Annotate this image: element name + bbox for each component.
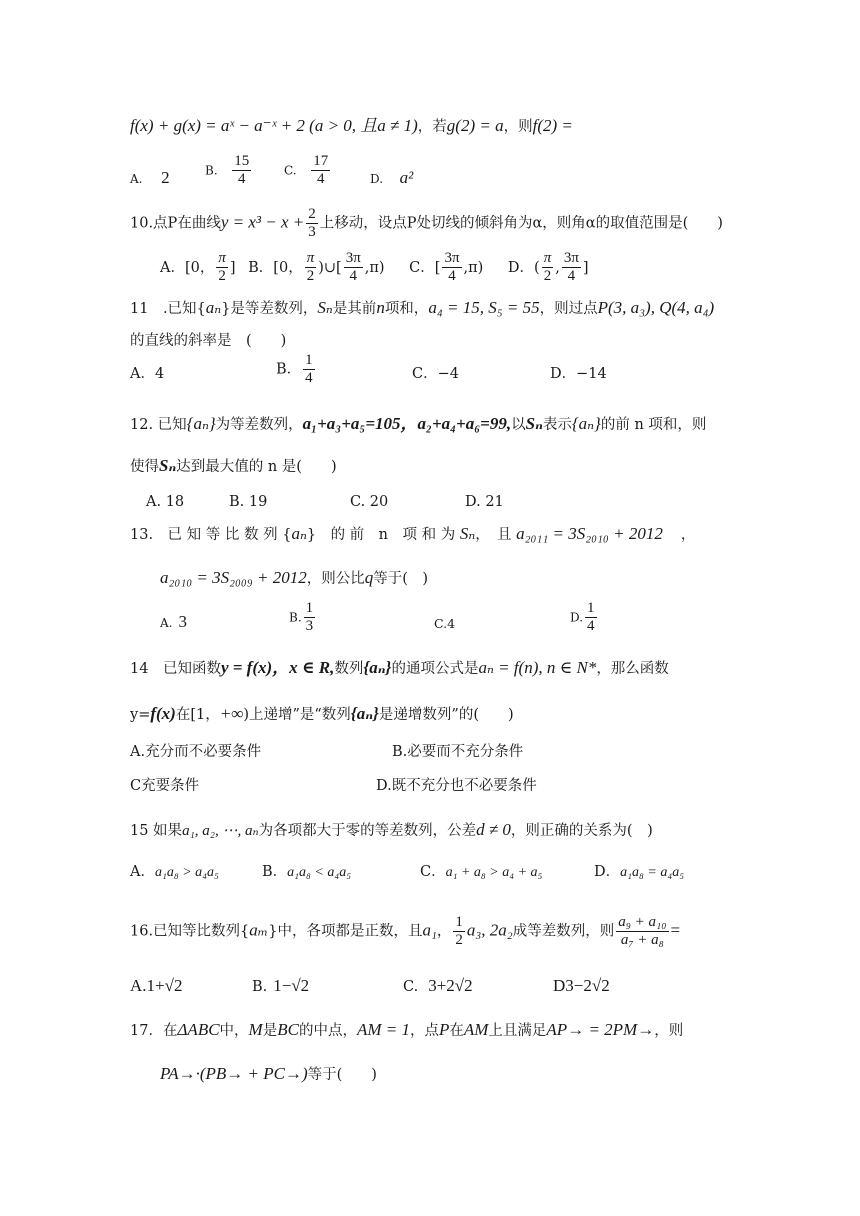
- q14-l1-d: {aₙ}: [363, 658, 392, 677]
- q15-stem: [130, 820, 653, 841]
- q13-l2-d: 等于( ): [373, 571, 429, 587]
- q15-option-a: [130, 862, 219, 883]
- q9-option-b-label: B.: [205, 163, 218, 178]
- q14-l1-f: aₙ = f(n), n ∈ N*: [478, 658, 597, 677]
- q9-option-c: [284, 153, 332, 188]
- q16-option-a-value: A.1+√2: [130, 976, 183, 995]
- q14-l1-e: 的通项公式是: [391, 661, 479, 677]
- q12-option-d: D. 21: [465, 494, 504, 510]
- q16-equals: =: [670, 920, 681, 940]
- q15-option-b-label: B．: [262, 864, 288, 880]
- q17-l1-c: 中，: [219, 1023, 249, 1039]
- q13-option-b-num: 1: [305, 600, 314, 616]
- q15-option-b-value: a₁a₈ < a₄a₅: [287, 865, 352, 880]
- q10-option-d-den-1: 2: [543, 268, 552, 284]
- q16-option-a: [130, 976, 182, 997]
- q13-l1-g: ，: [680, 527, 696, 543]
- q11-l1-a: 11 .已知{: [130, 301, 206, 317]
- q16-l1-c: }中，各项都是正数，且: [268, 923, 423, 940]
- q12-l2-a: 使得: [130, 459, 159, 475]
- q10-option-a-den: 2: [218, 268, 226, 284]
- q11-stem-line2: 的直线的斜率是 ( ): [130, 333, 287, 349]
- q15-l1-d: d ≠ 0: [476, 820, 511, 839]
- q15-option-a-value: a₁a₈ > a₄a₅: [154, 865, 219, 880]
- q10-option-c-pre: C．[: [409, 259, 441, 276]
- q14-l1-a: 14 已知函数: [130, 661, 221, 677]
- q16-half-den: 2: [455, 932, 463, 948]
- q14-l2-e: )上递增”是“数列: [243, 707, 351, 723]
- q14-option-a: A.充分而不必要条件: [130, 744, 262, 760]
- q13-stem-line2: [160, 568, 428, 589]
- q16-ratio-fraction: [616, 914, 668, 949]
- q9-stem-mid: ，若: [417, 119, 447, 135]
- q10-options: [160, 250, 589, 285]
- q17-l1-l: AM: [463, 1020, 489, 1039]
- q12-option-a: A. 18: [146, 494, 185, 510]
- q17-l1-h: AM = 1: [356, 1020, 410, 1039]
- q16-option-b: [252, 976, 309, 997]
- q10-option-d-pre: D．(: [507, 259, 540, 276]
- q9-cond-math: g(2) = a: [446, 116, 504, 135]
- q12-option-c: C. 20: [350, 494, 389, 510]
- q16-option-c-value: 3+2√2: [428, 976, 473, 995]
- q16-half-fraction: [453, 914, 465, 949]
- q12-l1-h: {aₙ}: [571, 414, 601, 433]
- q16-l1-h: 成等差数列，则: [512, 923, 615, 940]
- q10-option-c-fraction: [442, 250, 461, 285]
- q13-l1-c: } 的 前 n 项 和 为: [306, 527, 456, 543]
- q10-option-d-post: ]: [582, 259, 589, 276]
- q13-l1-b: aₙ: [291, 524, 307, 543]
- q10-option-d-fraction-2: [562, 250, 581, 285]
- q11-l1-g: 项和，: [384, 301, 429, 317]
- q12-stem-line2: [130, 456, 337, 477]
- q17-l2-a: PA→·(PB→ + PC→): [160, 1064, 308, 1083]
- q10-option-d-fraction-1: [542, 250, 554, 285]
- q13-l2-b: ，则公比: [306, 571, 365, 587]
- q10-option-a-pre: A．[0，: [160, 259, 215, 276]
- q14-l2-c: 在[1，: [175, 707, 220, 723]
- q10-option-b-post: ,π): [364, 259, 385, 276]
- q14-option-d: D.既不充分也不必要条件: [376, 778, 537, 794]
- q9-stem: [130, 116, 573, 137]
- q10-option-a-num: π: [218, 250, 226, 266]
- q14-l2-d: +∞: [219, 704, 244, 723]
- q10-eq-den: 3: [308, 224, 316, 240]
- q13-option-b: [289, 600, 317, 635]
- q16-l1-b: aₘ: [249, 920, 269, 940]
- q13-option-d: [570, 600, 599, 635]
- q17-l1-i: ，点: [409, 1023, 439, 1039]
- q9-ask-math: f(2) =: [532, 116, 573, 135]
- q14-stem-line2: [130, 704, 514, 725]
- q10-option-c-post: ,π): [463, 259, 484, 276]
- q13-option-a-value: 3: [178, 612, 187, 631]
- q9-option-b: [205, 153, 253, 188]
- q9-option-b-den: 4: [238, 171, 246, 187]
- q10-option-b-fraction-1: [305, 250, 317, 285]
- q11-l1-i: ，则过点: [539, 301, 598, 317]
- q12-stem-line1: [130, 414, 706, 435]
- q14-stem-line1: [130, 658, 669, 679]
- q14-option-c: C充要条件: [130, 778, 200, 794]
- q13-option-b-fraction: [304, 600, 316, 635]
- q9-option-c-den: 4: [316, 171, 325, 187]
- q10-prefix: 10.点P在曲线: [130, 215, 221, 232]
- q10-eq-left: y = x³ − x +: [220, 212, 305, 232]
- q15-l1-c: 为各项都大于零的等差数列，公差: [258, 823, 477, 839]
- q17-l1-a: 17．在: [130, 1023, 178, 1039]
- q10-option-b-mid: )∪[: [318, 259, 342, 276]
- q11-l1-c: }是等差数列，: [221, 301, 318, 317]
- q9-option-d-value: a²: [399, 168, 414, 187]
- q10-eq-fraction: [306, 206, 318, 241]
- q17-stem-line1: [130, 1020, 683, 1041]
- q11-l1-e: 是其前: [332, 301, 377, 317]
- q13-option-c: C.4: [434, 616, 456, 631]
- q15-option-d-label: D．: [594, 864, 621, 880]
- q17-l1-g: 的中点，: [298, 1023, 357, 1039]
- q10-option-d-num-1: π: [543, 250, 552, 266]
- q10-suffix: 上移动，设点P处切线的倾斜角为α，则角α的取值范围是( ): [319, 215, 723, 232]
- q14-l2-b: f(x): [150, 704, 176, 723]
- q17-l1-m: 上且满足: [488, 1023, 547, 1039]
- q17-l1-e: 是: [262, 1023, 278, 1039]
- q9-option-d-label: D.: [370, 172, 384, 186]
- q16-ratio-num: a₉ + a₁₀: [618, 914, 667, 930]
- q14-l1-c: 数列: [334, 661, 364, 677]
- q10-option-a-post: ]: [229, 259, 236, 276]
- q10-option-d-den-2: 4: [567, 268, 576, 284]
- q12-l2-b: Sₙ: [159, 456, 177, 475]
- q12-l1-i: 的前 n 项和，则: [600, 417, 707, 433]
- q15-option-c-value: a₁ + a₈ > a₄ + a₅: [445, 865, 543, 880]
- q13-option-d-num: 1: [587, 600, 595, 616]
- q16-l1-a: 16.已知等比数列{: [130, 923, 250, 940]
- q16-option-c-label: C.: [403, 979, 419, 995]
- q9-stem-mid2: ，则: [503, 119, 533, 135]
- q14-l2-g: 是递增数列”的( ): [378, 707, 514, 723]
- q12-l2-c: 达到最大值的 n 是( ): [176, 459, 337, 475]
- q13-stem-line1: [130, 524, 695, 545]
- q11-option-b-num: 1: [305, 352, 313, 368]
- q11-l1-h: a₄ = 15, S₅ = 55: [428, 298, 540, 317]
- q11-option-b: [276, 352, 317, 387]
- q16-option-c: [403, 976, 473, 997]
- q15-option-b: [262, 862, 351, 883]
- q17-stem-line2: [160, 1064, 377, 1085]
- q10-option-b-den-2: 4: [349, 268, 357, 284]
- q16-option-d-value: D3−2√2: [553, 976, 610, 995]
- q10-option-b-num-1: π: [306, 250, 315, 266]
- q13-option-b-den: 3: [305, 618, 314, 634]
- q16-option-b-value: 1−√2: [273, 976, 310, 995]
- q13-l1-f: a₂₀₁₁ = 3S₂₀₁₀ + 2012: [516, 524, 663, 543]
- q15-option-c: [420, 862, 542, 883]
- q9-stem-math: f(x) + g(x) = aˣ − a⁻ˣ + 2 (a > 0, 且a ≠ 1): [130, 116, 418, 135]
- q11-option-b-fraction: [303, 352, 315, 387]
- q13-option-d-den: 4: [587, 618, 595, 634]
- q10-option-d-mid: ,: [555, 259, 560, 276]
- q15-option-d: [594, 862, 684, 883]
- q10-option-d-num-2: 3π: [563, 250, 579, 266]
- q16-l1-e: ，: [436, 923, 452, 940]
- q9-option-a-label: A.: [130, 172, 143, 186]
- q16-ratio-den: a₇ + a₈: [620, 932, 664, 948]
- q14-l2-f: {aₙ}: [350, 704, 379, 723]
- q13-option-b-label: B.: [289, 610, 302, 625]
- q12-l1-g: 表示: [542, 417, 572, 433]
- q13-option-a-label: A.: [160, 616, 173, 630]
- q16-stem: [130, 914, 680, 949]
- q16-half-num: 1: [455, 914, 463, 930]
- q10-option-b-pre: B．[0，: [248, 259, 303, 276]
- q15-option-d-value: a₁a₈ = a₄a₅: [620, 865, 685, 880]
- q11-option-a: A．4: [130, 366, 165, 382]
- q9-option-a-value: 2: [161, 168, 170, 187]
- q12-l1-a: 12. 已知: [130, 417, 187, 433]
- q12-l1-c: 为等差数列，: [215, 417, 303, 433]
- q10-option-c-den: 4: [448, 268, 456, 284]
- q9-option-a: [130, 168, 170, 189]
- q10-option-b-den-1: 2: [306, 268, 315, 284]
- q17-l1-f: BC: [277, 1020, 299, 1039]
- q9-option-c-label: C.: [284, 163, 297, 178]
- q11-stem-line1: [130, 298, 714, 319]
- q13-l1-d: Sₙ: [459, 524, 476, 543]
- q15-option-a-label: A．: [130, 864, 155, 880]
- q13-l1-a: 13. 已 知 等 比 数 列 {: [130, 527, 292, 543]
- q10-option-a-fraction: [216, 250, 228, 285]
- q16-l1-d: a₁: [422, 920, 437, 940]
- q10-eq-num: 2: [308, 206, 316, 222]
- q13-l2-a: a₂₀₁₀ = 3S₂₀₀₉ + 2012: [160, 568, 307, 587]
- q17-l1-b: ΔABC: [177, 1020, 220, 1039]
- q10-stem: [130, 206, 723, 241]
- q16-option-d: [553, 976, 610, 997]
- q16-l1-g: a₃, 2a₂: [466, 920, 513, 940]
- q13-l1-e: ， 且: [475, 527, 512, 543]
- q11-l1-b: aₙ: [205, 298, 222, 317]
- q11-option-b-den: 4: [305, 370, 313, 386]
- q17-l1-d: M: [248, 1020, 263, 1039]
- q12-l1-f: Sₙ: [525, 414, 543, 433]
- q12-option-b: B. 19: [229, 494, 268, 510]
- q14-option-b: B.必要而不充分条件: [392, 744, 524, 760]
- q9-option-c-num: 17: [313, 153, 329, 169]
- q17-l1-o: ，则: [654, 1023, 684, 1039]
- q11-option-c: C．−4: [412, 366, 459, 382]
- q12-l1-b: {aₙ}: [186, 414, 216, 433]
- q14-l2-a: y=: [130, 707, 151, 723]
- q11-l1-d: Sₙ: [317, 298, 333, 317]
- q13-l2-c: q: [364, 568, 374, 587]
- q10-option-b-num-2: 3π: [345, 250, 361, 266]
- q9-option-c-fraction: [311, 153, 330, 188]
- q13-option-d-label: D.: [570, 610, 584, 625]
- q16-option-b-label: B.: [252, 979, 268, 995]
- q12-l1-e: 以: [511, 417, 526, 433]
- q10-option-c-num: 3π: [444, 250, 460, 266]
- q12-l1-d: a₁+a₃+a₅=105，a₂+a₄+a₆=99,: [302, 414, 512, 433]
- q9-option-d: [370, 168, 413, 189]
- q11-l1-f: n: [376, 298, 385, 317]
- q9-option-b-fraction: [232, 153, 251, 188]
- q17-l1-k: 在: [449, 1023, 464, 1039]
- q14-l1-g: ，那么函数: [596, 661, 669, 677]
- q17-l2-b: 等于( ): [307, 1067, 377, 1083]
- q15-option-c-label: C．: [420, 864, 446, 880]
- q17-l1-n: AP→ = 2PM→: [546, 1020, 655, 1039]
- q11-l1-j: P(3, a₃), Q(4, a₄): [597, 298, 715, 317]
- q10-option-a: [160, 250, 236, 284]
- q11-option-b-label: B．: [276, 361, 302, 378]
- q11-option-d: D．−14: [550, 366, 607, 382]
- q9-option-b-num: 15: [234, 153, 250, 169]
- q14-l1-b: y = f(x)，x ∈ R,: [220, 658, 335, 677]
- q15-l1-b: a₁, a₂, ⋯, aₙ: [182, 823, 259, 839]
- q13-option-d-fraction: [585, 600, 597, 635]
- q15-l1-e: ，则正确的关系为( ): [510, 823, 653, 839]
- q10-option-b-fraction-2: [344, 250, 363, 285]
- q15-l1-a: 15 如果: [130, 823, 183, 839]
- q17-l1-j: P: [438, 1020, 450, 1039]
- q13-option-a: [160, 612, 187, 633]
